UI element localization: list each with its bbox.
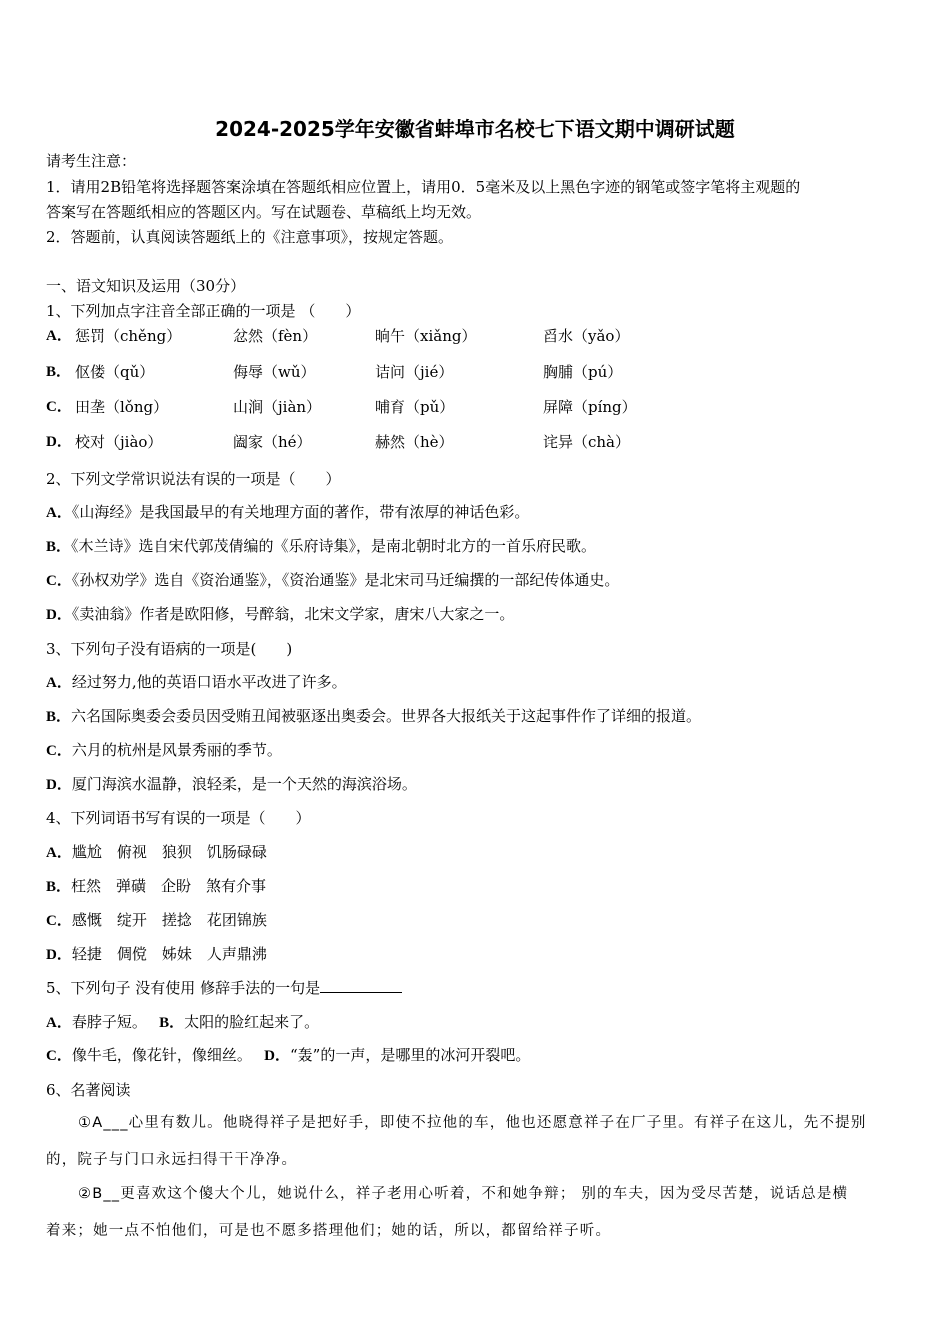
option-text: 《木兰诗》选自宋代郭茂倩编的《乐府诗集》，是南北朝时北方的一首乐府民歌。 xyxy=(71,537,597,555)
option-text: 像牛毛，像花针，像细丝。 xyxy=(71,1046,245,1064)
answer-blank xyxy=(320,978,402,993)
option xyxy=(46,910,267,931)
option-label: C． xyxy=(46,573,72,589)
option xyxy=(46,570,619,591)
question-4-stem: 4、下列词语书写有误的一项是（ ） xyxy=(46,809,311,827)
option-label: A． xyxy=(46,505,72,521)
pinyin-item: 诧异（chà） xyxy=(543,433,631,451)
question-6-stem: 6、名著阅读 xyxy=(46,1081,131,1099)
passage-line: ①A___心里有数儿。他晓得祥子是把好手，即使不拉他的车，他也还愿意祥子在厂子里。有祥子在这儿，先不提别 xyxy=(78,1115,867,1131)
option-label: D． xyxy=(46,777,72,793)
page-title: 2024-2025学年安徽省蚌埠市名校七下语文期中调研试题 xyxy=(215,117,735,141)
option-text: 尴尬 俯视 狼狈 饥肠碌碌 xyxy=(71,843,267,861)
option-label: A． xyxy=(46,1015,72,1031)
option-label: B． xyxy=(46,364,72,380)
notice-line: 1．请用2B铅笔将选择题答案涂填在答题纸相应位置上，请用0．5毫米及以上黑色字迹的钢笔或签字笔将主观题的 xyxy=(46,178,801,196)
option xyxy=(46,536,596,557)
pinyin-item: 校对（jiào） xyxy=(75,433,163,451)
option xyxy=(46,774,417,795)
option-row xyxy=(46,1012,319,1033)
option-text: 《卖油翁》作者是欧阳修，号醉翁，北宋文学家，唐宋八大家之一。 xyxy=(71,605,515,623)
option-label: C． xyxy=(46,913,72,929)
option-text: 感慨 绽开 搓捻 花团锦族 xyxy=(71,911,267,929)
pinyin-item: 山涧（jiàn） xyxy=(233,398,322,416)
option-text: 《山海经》是我国最早的有关地理方面的著作，带有浓厚的神话色彩。 xyxy=(71,503,530,521)
option-label: D． xyxy=(46,434,72,450)
pinyin-item: 胸脯（pú） xyxy=(543,363,623,381)
pinyin-item: 忿然（fèn） xyxy=(233,327,318,345)
option-text: “轰”的一声，是哪里的冰河开裂吧。 xyxy=(289,1046,531,1064)
passage-line: 着来；她一点不怕他们，可是也不愿多搭理他们；她的话，所以，都留给祥子听。 xyxy=(46,1223,612,1239)
pinyin-item: 侮辱（wǔ） xyxy=(233,363,316,381)
pinyin-item: 田垄（lǒng） xyxy=(75,398,169,416)
option-label: C． xyxy=(46,743,72,759)
option-label: B． xyxy=(159,1015,185,1031)
pinyin-item: 晌午（xiǎng） xyxy=(375,327,477,345)
option xyxy=(46,876,266,897)
option-label: D． xyxy=(46,607,72,623)
option-label: C． xyxy=(46,1048,72,1064)
question-1-stem: 1、下列加点字注音全部正确的一项是 （ ） xyxy=(46,302,361,320)
option-label: B． xyxy=(46,539,72,555)
pinyin-item: 惩罚（chěng） xyxy=(75,327,182,345)
option-label: D． xyxy=(46,947,72,963)
option-row xyxy=(46,1045,530,1066)
option-label: B． xyxy=(46,879,72,895)
option xyxy=(46,842,267,863)
notice-heading: 请考生注意： xyxy=(46,152,137,170)
option-text: 厦门海滨水温静，浪轻柔，是一个天然的海滨浴场。 xyxy=(71,775,417,793)
pinyin-item: 诘问（jié） xyxy=(375,363,454,381)
option-label: C． xyxy=(46,399,72,415)
option-label: A． xyxy=(46,675,72,691)
option xyxy=(46,706,701,727)
option-text: 《孙权劝学》选自《资治通鉴》，《资治通鉴》是北宋司马迁编撰的一部纪传体通史。 xyxy=(71,571,620,589)
pinyin-item: 伛偻（qǔ） xyxy=(75,363,155,381)
notice-line: 2．答题前，认真阅读答题纸上的《注意事项》，按规定答题。 xyxy=(46,228,454,246)
question-5-text: 5、下列句子 没有使用 修辞手法的一句是 xyxy=(46,979,321,997)
option-text: 六名国际奥委会委员因受贿丑闻被驱逐出奥委会。世界各大报纸关于这起事件作了详细的报道。 xyxy=(71,707,702,725)
pinyin-item: 舀水（yǎo） xyxy=(543,327,630,345)
option-text: 太阳的脸红起来了。 xyxy=(184,1013,320,1031)
option-text: 六月的杭州是风景秀丽的季节。 xyxy=(71,741,282,759)
option-label: D． xyxy=(264,1048,290,1064)
question-5-stem xyxy=(46,978,402,998)
option-label: A． xyxy=(46,328,72,344)
option-text: 枉然 弹磺 企盼 煞有介事 xyxy=(71,877,267,895)
option xyxy=(46,672,347,693)
option-label: B． xyxy=(46,709,72,725)
section-heading: 一、语文知识及运用（30分） xyxy=(46,277,246,295)
question-3-stem: 3、下列句子没有语病的一项是( ) xyxy=(46,640,293,658)
pinyin-item: 屏障（píng） xyxy=(543,398,637,416)
option-text: 经过努力,他的英语口语水平改进了许多。 xyxy=(71,673,347,691)
question-2-stem: 2、下列文学常识说法有误的一项是（ ） xyxy=(46,470,341,488)
passage-line: ②B__更喜欢这个傻大个儿，她说什么，祥子老用心听着，不和她争辩； 别的车夫，因为受尽苦楚，说话总是横 xyxy=(78,1186,849,1202)
option xyxy=(46,944,267,965)
option xyxy=(46,740,282,761)
option-text: 春脖子短。 xyxy=(71,1013,140,1031)
pinyin-item: 阖家（hé） xyxy=(233,433,312,451)
option xyxy=(46,502,529,523)
option xyxy=(46,604,514,625)
pinyin-item: 哺育（pǔ） xyxy=(375,398,455,416)
pinyin-item: 赫然（hè） xyxy=(375,433,454,451)
notice-line: 答案写在答题纸相应的答题区内。写在试题卷、草稿纸上均无效。 xyxy=(46,203,482,221)
option-label: A． xyxy=(46,845,72,861)
passage-line: 的，院子与门口永远扫得干干净净。 xyxy=(46,1152,298,1168)
option-text: 轻捷 倜傥 姊妹 人声鼎沸 xyxy=(71,945,267,963)
